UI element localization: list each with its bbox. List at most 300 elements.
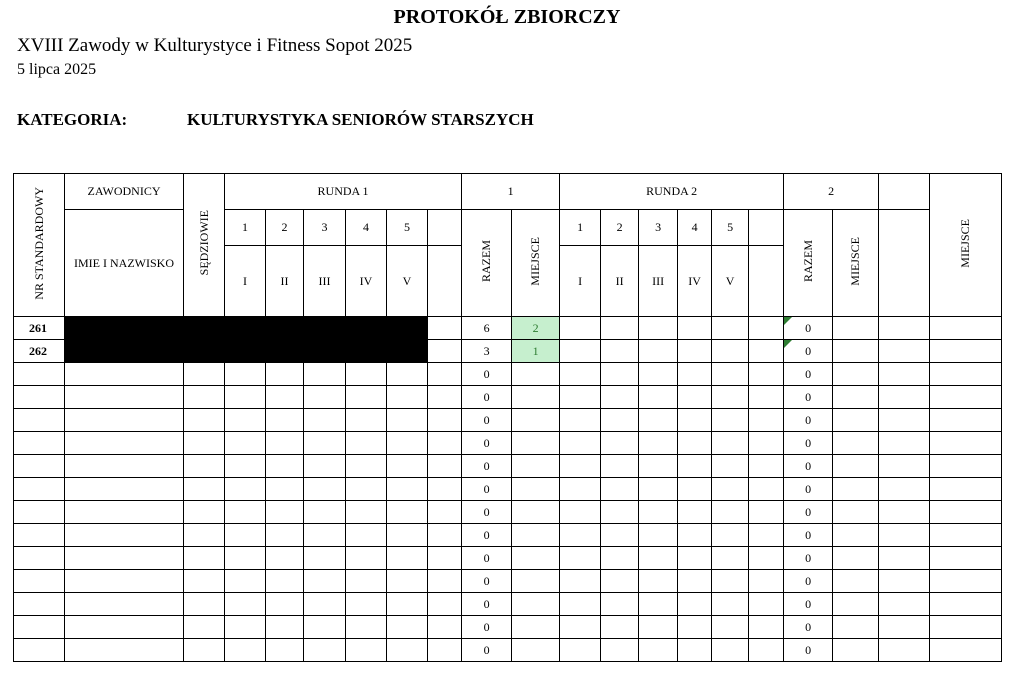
r2-extra-cell <box>749 340 784 363</box>
redacted-block <box>65 317 428 340</box>
header-zawodnicy: ZAWODNICY <box>65 174 184 210</box>
nr-cell: 261 <box>14 317 65 340</box>
blank-cell <box>879 639 930 662</box>
r2-miejsce-cell <box>833 524 879 547</box>
redacted-block <box>65 340 428 363</box>
r2-judge-number: 2 <box>601 210 639 246</box>
r2-score-cell <box>712 409 749 432</box>
r1-score-cell <box>225 432 266 455</box>
r2-miejsce-cell <box>833 593 879 616</box>
r2-razem-cell: 0 <box>784 409 833 432</box>
r2-score-cell <box>712 501 749 524</box>
r1-score-cell <box>225 524 266 547</box>
r1-judge-roman: II <box>266 246 304 317</box>
r2-score-cell <box>639 547 678 570</box>
r1-score-cell <box>387 639 428 662</box>
table-row <box>14 639 1002 662</box>
r1-score-cell <box>225 501 266 524</box>
r1-judge-number: 1 <box>225 210 266 246</box>
r2-razem-cell: 0 <box>784 455 833 478</box>
r1-razem-cell: 0 <box>462 524 512 547</box>
table-row <box>14 593 1002 616</box>
r2-judge-number: 4 <box>678 210 712 246</box>
nr-cell <box>14 524 65 547</box>
r2-razem-cell: 0 <box>784 547 833 570</box>
r1-score-cell <box>387 363 428 386</box>
r1-razem-cell: 0 <box>462 409 512 432</box>
category-label: KATEGORIA: <box>17 110 128 129</box>
nr-cell <box>14 409 65 432</box>
r1-miejsce-cell <box>512 386 560 409</box>
r2-score-cell <box>639 317 678 340</box>
blank-cell <box>879 524 930 547</box>
judges-cell <box>184 570 225 593</box>
r2-razem-cell: 0 <box>784 340 833 363</box>
r1-score-cell <box>387 616 428 639</box>
r1-extra-cell <box>428 317 462 340</box>
header-final-miejsce: MIEJSCE <box>930 174 1002 317</box>
r1-razem-cell: 3 <box>462 340 512 363</box>
r2-score-cell <box>712 524 749 547</box>
r2-miejsce-cell <box>833 616 879 639</box>
r1-score-cell <box>387 386 428 409</box>
r2-razem-cell: 0 <box>784 386 833 409</box>
judges-cell <box>184 432 225 455</box>
r2-score-cell <box>639 432 678 455</box>
r1-score-cell <box>387 547 428 570</box>
r2-miejsce-cell <box>833 363 879 386</box>
nr-cell <box>14 478 65 501</box>
r1-score-cell <box>266 501 304 524</box>
r1-score-cell <box>387 409 428 432</box>
r1-extra-cell <box>428 478 462 501</box>
nr-cell <box>14 547 65 570</box>
judges-cell <box>184 616 225 639</box>
r1-score-cell <box>304 432 346 455</box>
r1-score-cell <box>304 547 346 570</box>
blank-cell <box>879 478 930 501</box>
nr-cell <box>14 386 65 409</box>
r2-score-cell <box>639 409 678 432</box>
r2-miejsce-cell <box>833 455 879 478</box>
final-miejsce-cell <box>930 386 1002 409</box>
r1-score-cell <box>304 363 346 386</box>
r1-score-cell <box>304 524 346 547</box>
r2-razem-cell: 0 <box>784 616 833 639</box>
final-miejsce-cell <box>930 547 1002 570</box>
r1-razem-cell: 0 <box>462 570 512 593</box>
r1-score-cell <box>346 478 387 501</box>
final-miejsce-cell <box>930 455 1002 478</box>
r1-extra <box>428 246 462 317</box>
r1-score-cell <box>225 570 266 593</box>
nr-cell <box>14 363 65 386</box>
name-cell <box>65 478 184 501</box>
r2-score-cell <box>601 409 639 432</box>
r1-score-cell <box>346 432 387 455</box>
header-r2-miejsce: MIEJSCE <box>833 210 879 317</box>
r1-score-cell <box>266 570 304 593</box>
r1-judge-roman: V <box>387 246 428 317</box>
r2-extra-cell <box>749 432 784 455</box>
r2-score-cell <box>560 455 601 478</box>
r2-miejsce-cell <box>833 570 879 593</box>
r2-score-cell <box>678 639 712 662</box>
r2-judge-number: 5 <box>712 210 749 246</box>
r1-score-cell <box>304 639 346 662</box>
r1-score-cell <box>346 455 387 478</box>
final-miejsce-cell <box>930 478 1002 501</box>
r2-razem-cell: 0 <box>784 478 833 501</box>
r1-razem-cell: 0 <box>462 501 512 524</box>
r1-score-cell <box>225 455 266 478</box>
page-title: PROTOKÓŁ ZBIORCZY <box>393 6 621 28</box>
r2-score-cell <box>712 570 749 593</box>
r2-extra <box>749 210 784 246</box>
r2-score-cell <box>712 386 749 409</box>
r2-extra-cell <box>749 455 784 478</box>
r2-judge-roman: I <box>560 246 601 317</box>
r1-judge-number: 3 <box>304 210 346 246</box>
results-table <box>13 173 1002 662</box>
final-miejsce-cell <box>930 616 1002 639</box>
r2-score-cell <box>639 386 678 409</box>
nr-cell <box>14 570 65 593</box>
r2-miejsce-cell <box>833 547 879 570</box>
r2-score-cell <box>639 340 678 363</box>
r1-judge-roman: IV <box>346 246 387 317</box>
r2-score-cell <box>560 616 601 639</box>
r2-score-cell <box>601 432 639 455</box>
nr-cell <box>14 639 65 662</box>
judges-cell <box>184 547 225 570</box>
blank-cell <box>879 340 930 363</box>
r2-score-cell <box>712 363 749 386</box>
r2-score-cell <box>560 386 601 409</box>
r2-judge-number: 1 <box>560 210 601 246</box>
r2-miejsce-cell <box>833 639 879 662</box>
r1-razem-cell: 0 <box>462 432 512 455</box>
r2-score-cell <box>639 524 678 547</box>
r2-score-cell <box>560 409 601 432</box>
r2-miejsce-cell <box>833 409 879 432</box>
event-name: XVIII Zawody w Kulturystyce i Fitness Sopot 2025 <box>17 35 413 56</box>
r1-score-cell <box>346 616 387 639</box>
judges-cell <box>184 455 225 478</box>
table-row <box>14 570 1002 593</box>
blank-cell <box>879 317 930 340</box>
r2-score-cell <box>560 547 601 570</box>
r2-score-cell <box>678 501 712 524</box>
r2-score-cell <box>560 501 601 524</box>
r1-razem-cell: 0 <box>462 593 512 616</box>
r2-score-cell <box>678 432 712 455</box>
r1-judge-number: 5 <box>387 210 428 246</box>
name-cell <box>65 363 184 386</box>
r2-score-cell <box>678 455 712 478</box>
r2-score-cell <box>560 432 601 455</box>
r1-miejsce-cell <box>512 455 560 478</box>
r1-score-cell <box>304 593 346 616</box>
r2-score-cell <box>712 317 749 340</box>
r2-score-cell <box>639 363 678 386</box>
r1-extra <box>428 210 462 246</box>
r2-score-cell <box>639 616 678 639</box>
r2-miejsce-cell <box>833 340 879 363</box>
r2-extra-cell <box>749 570 784 593</box>
r2-extra-cell <box>749 616 784 639</box>
event-date: 5 lipca 2025 <box>17 61 97 78</box>
r1-score-cell <box>266 432 304 455</box>
r2-score-cell <box>601 340 639 363</box>
r1-razem-cell: 0 <box>462 478 512 501</box>
r2-miejsce-cell <box>833 501 879 524</box>
r1-judge-number: 2 <box>266 210 304 246</box>
blank-cell <box>879 570 930 593</box>
r2-score-cell <box>678 570 712 593</box>
r2-razem-cell: 0 <box>784 363 833 386</box>
r1-extra-cell <box>428 593 462 616</box>
r1-miejsce-cell <box>512 478 560 501</box>
table-row <box>14 409 1002 432</box>
header-r1-miejsce: MIEJSCE <box>512 210 560 317</box>
table-row <box>14 386 1002 409</box>
blank-cell <box>879 386 930 409</box>
r2-razem-cell: 0 <box>784 593 833 616</box>
r1-miejsce-cell <box>512 593 560 616</box>
r1-razem-cell: 0 <box>462 616 512 639</box>
r1-score-cell <box>304 501 346 524</box>
judges-cell <box>184 593 225 616</box>
r1-score-cell <box>266 386 304 409</box>
table-row <box>14 432 1002 455</box>
r2-score-cell <box>678 340 712 363</box>
r2-score-cell <box>678 524 712 547</box>
final-miejsce-cell <box>930 363 1002 386</box>
r2-miejsce-cell <box>833 432 879 455</box>
r1-score-cell <box>346 547 387 570</box>
r1-score-cell <box>266 639 304 662</box>
r1-score-cell <box>387 593 428 616</box>
judges-cell <box>184 386 225 409</box>
r2-razem-cell: 0 <box>784 570 833 593</box>
r2-score-cell <box>639 570 678 593</box>
r1-extra-cell <box>428 363 462 386</box>
r2-score-cell <box>601 547 639 570</box>
r2-extra <box>749 246 784 317</box>
r1-score-cell <box>346 524 387 547</box>
r1-score-cell <box>346 363 387 386</box>
table-row <box>14 455 1002 478</box>
r1-score-cell <box>387 432 428 455</box>
r2-score-cell <box>639 593 678 616</box>
r1-score-cell <box>346 386 387 409</box>
r1-extra-cell <box>428 455 462 478</box>
r2-score-cell <box>560 363 601 386</box>
r2-score-cell <box>601 317 639 340</box>
r1-score-cell <box>387 570 428 593</box>
nr-cell <box>14 616 65 639</box>
r2-judge-number: 3 <box>639 210 678 246</box>
blank-cell <box>879 593 930 616</box>
header-sedziowie: SĘDZIOWIE <box>184 174 225 317</box>
r1-extra-cell <box>428 340 462 363</box>
header-blank <box>879 174 930 210</box>
r2-razem-cell: 0 <box>784 639 833 662</box>
nr-cell <box>14 455 65 478</box>
table-row <box>14 478 1002 501</box>
r2-score-cell <box>560 524 601 547</box>
header-r2-razem: RAZEM <box>784 210 833 317</box>
r2-score-cell <box>560 317 601 340</box>
name-cell <box>65 593 184 616</box>
r1-extra-cell <box>428 616 462 639</box>
r1-extra-cell <box>428 386 462 409</box>
r2-score-cell <box>560 478 601 501</box>
r1-judge-roman: III <box>304 246 346 317</box>
blank-cell <box>879 501 930 524</box>
header-round1-summary: 1 <box>462 174 560 210</box>
r1-miejsce-cell <box>512 616 560 639</box>
r1-score-cell <box>266 363 304 386</box>
r2-score-cell <box>601 639 639 662</box>
r2-extra-cell <box>749 547 784 570</box>
judges-cell <box>184 363 225 386</box>
r2-score-cell <box>712 639 749 662</box>
r2-score-cell <box>601 455 639 478</box>
table-row <box>14 524 1002 547</box>
r2-score-cell <box>639 455 678 478</box>
r1-extra-cell <box>428 570 462 593</box>
r2-score-cell <box>678 547 712 570</box>
r2-miejsce-cell <box>833 478 879 501</box>
r2-score-cell <box>678 409 712 432</box>
r1-score-cell <box>225 639 266 662</box>
r2-miejsce-cell <box>833 317 879 340</box>
r1-score-cell <box>225 363 266 386</box>
r1-razem-cell: 0 <box>462 639 512 662</box>
r1-score-cell <box>346 570 387 593</box>
r2-extra-cell <box>749 409 784 432</box>
r1-score-cell <box>225 593 266 616</box>
r2-score-cell <box>712 478 749 501</box>
r2-extra-cell <box>749 524 784 547</box>
r1-extra-cell <box>428 639 462 662</box>
r1-extra-cell <box>428 547 462 570</box>
r2-score-cell <box>712 547 749 570</box>
r2-extra-cell <box>749 363 784 386</box>
final-miejsce-cell <box>930 432 1002 455</box>
r2-score-cell <box>712 616 749 639</box>
r2-score-cell <box>639 501 678 524</box>
r2-score-cell <box>601 524 639 547</box>
r2-score-cell <box>712 340 749 363</box>
r2-extra-cell <box>749 639 784 662</box>
r2-score-cell <box>712 432 749 455</box>
r2-score-cell <box>560 593 601 616</box>
table-row <box>14 317 1002 340</box>
r1-score-cell <box>387 524 428 547</box>
r2-extra-cell <box>749 478 784 501</box>
name-cell <box>65 547 184 570</box>
r1-razem-cell: 0 <box>462 455 512 478</box>
r1-score-cell <box>304 478 346 501</box>
r2-extra-cell <box>749 501 784 524</box>
final-miejsce-cell <box>930 524 1002 547</box>
r2-score-cell <box>601 478 639 501</box>
final-miejsce-cell <box>930 570 1002 593</box>
r2-score-cell <box>678 386 712 409</box>
r1-judge-number: 4 <box>346 210 387 246</box>
r1-score-cell <box>225 616 266 639</box>
blank-cell <box>879 616 930 639</box>
r2-extra-cell <box>749 386 784 409</box>
category-value: KULTURYSTYKA SENIORÓW STARSZYCH <box>187 110 534 129</box>
r1-score-cell <box>304 616 346 639</box>
r1-miejsce-cell: 1 <box>512 340 560 363</box>
name-cell <box>65 455 184 478</box>
nr-cell <box>14 593 65 616</box>
final-miejsce-cell <box>930 639 1002 662</box>
table-row <box>14 501 1002 524</box>
r1-score-cell <box>225 547 266 570</box>
table-row <box>14 616 1002 639</box>
nr-cell <box>14 432 65 455</box>
name-cell <box>65 524 184 547</box>
header-imie-nazwisko: IMIE I NAZWISKO <box>65 210 184 317</box>
r1-score-cell <box>266 524 304 547</box>
judges-cell <box>184 524 225 547</box>
r1-score-cell <box>304 409 346 432</box>
blank-cell <box>879 409 930 432</box>
final-miejsce-cell <box>930 317 1002 340</box>
r2-score-cell <box>601 593 639 616</box>
r1-miejsce-cell <box>512 547 560 570</box>
header-nr-standardowy: NR STANDARDOWY <box>14 174 65 317</box>
r1-score-cell <box>225 386 266 409</box>
r2-razem-cell: 0 <box>784 432 833 455</box>
r2-score-cell <box>639 478 678 501</box>
r1-score-cell <box>304 455 346 478</box>
blank-cell <box>879 455 930 478</box>
r1-extra-cell <box>428 409 462 432</box>
r2-extra-cell <box>749 317 784 340</box>
r2-score-cell <box>639 639 678 662</box>
r1-score-cell <box>266 547 304 570</box>
r1-razem-cell: 0 <box>462 547 512 570</box>
name-cell <box>65 570 184 593</box>
name-cell <box>65 409 184 432</box>
r1-extra-cell <box>428 432 462 455</box>
r1-score-cell <box>266 616 304 639</box>
r1-miejsce-cell <box>512 409 560 432</box>
r1-miejsce-cell <box>512 570 560 593</box>
final-miejsce-cell <box>930 409 1002 432</box>
r1-score-cell <box>346 409 387 432</box>
r2-score-cell <box>601 363 639 386</box>
r2-extra-cell <box>749 593 784 616</box>
r1-score-cell <box>346 639 387 662</box>
r1-razem-cell: 6 <box>462 317 512 340</box>
r2-score-cell <box>678 478 712 501</box>
judges-cell <box>184 478 225 501</box>
r1-score-cell <box>225 478 266 501</box>
r2-score-cell <box>560 570 601 593</box>
r1-score-cell <box>387 455 428 478</box>
r1-miejsce-cell <box>512 639 560 662</box>
r2-score-cell <box>601 501 639 524</box>
name-cell <box>65 616 184 639</box>
